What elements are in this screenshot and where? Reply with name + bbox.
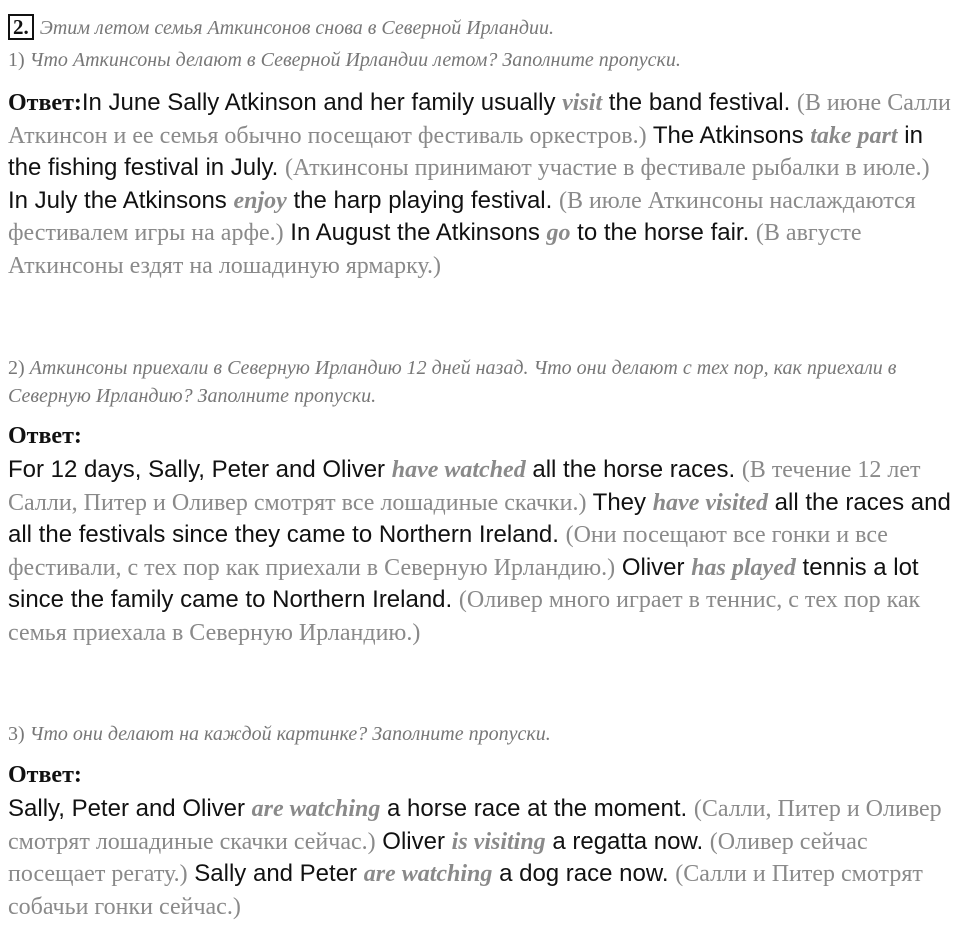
answer-highlight: go [546, 220, 571, 247]
answer-2 [8, 454, 953, 650]
answer-text: to the horse fair. [570, 219, 756, 247]
answer-text: all the races and all the festivals since they came to Northern Ireland. [8, 488, 951, 549]
answer-2-body [8, 456, 951, 646]
answer-3 [8, 793, 953, 923]
question-1 [8, 46, 681, 74]
answer-3-body [8, 795, 942, 920]
answer-text: The Atkinsons [646, 121, 811, 149]
answer-text: For 12 days, Sally, Peter and Oliver [8, 456, 392, 483]
question-3-text: Что они делают на каждой картинке? Заполните пропуски. [29, 723, 551, 745]
answer-text: a horse race at the moment. [380, 795, 694, 822]
answer-text: They [586, 488, 653, 516]
answer-translation: (В июне Салли Аткинсон и ее семья обычно посещают фестиваль оркестров.) [8, 90, 951, 149]
answer-translation: (Салли, Питер и Оливер смотрят лошадиные скачки сейчас.) [8, 796, 942, 855]
answer-text: Sally and Peter [187, 860, 364, 888]
answer-translation: (В течение 12 лет Салли, Питер и Оливер смотрят все лошадиные скачки.) [8, 457, 921, 516]
answer-text: in the fishing festival in July. [8, 121, 923, 182]
answer-text: In June Sally Atkinson and her family usually [81, 89, 563, 116]
task-header [8, 14, 554, 40]
answer-translation: (В июле Аткинсоны наслаждаются фестивалем игры на арфе.) [8, 187, 916, 247]
question-2 [8, 354, 953, 410]
answer-1-body [8, 89, 951, 279]
answer-highlight: have watched [391, 457, 526, 483]
question-2-text: Аткинсоны приехали в Северную Ирландию 12 дней назад. Что они делают с тех пор, как приехали в Северную Ирландию? Заполните пропуски. [8, 357, 897, 407]
answer-1-label: Ответ: [8, 90, 82, 116]
answer-translation: (Оливер много играет в теннис, с тех пор как семья приехала в Северную Ирландию.) [8, 587, 921, 646]
answer-text: Oliver [615, 553, 692, 581]
answer-highlight: has played [691, 554, 796, 581]
answer-highlight: are watching [363, 861, 493, 888]
answer-text: a regatta now. [545, 827, 710, 855]
answer-text: the band festival. [602, 89, 797, 116]
answer-translation: (Оливер сейчас посещает регату.) [8, 828, 868, 888]
answer-2-label: Ответ: [8, 423, 82, 449]
answer-highlight: is visiting [451, 828, 546, 855]
answer-highlight: visit [562, 90, 603, 116]
answer-text: Sally, Peter and Oliver [8, 795, 252, 822]
question-3 [8, 720, 551, 748]
answer-text: In August the Atkinsons [283, 219, 547, 247]
answer-translation: (Аткинсоны принимают участие в фестивале рыбалки в июле.) [285, 155, 930, 182]
answer-text: all the horse races. [525, 456, 742, 483]
answer-highlight: are watching [251, 796, 381, 822]
answer-translation: (Салли и Питер смотрят собачьи гонки сейчас.) [8, 861, 923, 920]
answer-text: In July the Atkinsons [8, 186, 234, 214]
task-intro: Этим летом семья Аткинсонов снова в Северной Ирландии. [39, 17, 554, 39]
question-1-text: Что Аткинсоны делают в Северной Ирландии летом? Заполните пропуски. [29, 49, 681, 71]
answer-highlight: take part [810, 122, 898, 149]
question-3-prefix: 3) [8, 723, 25, 745]
answer-text: Oliver [375, 827, 452, 855]
answer-translation: (В августе Аткинсоны ездят на лошадиную ярмарку.) [8, 220, 862, 279]
answer-highlight: enjoy [233, 187, 287, 214]
question-2-prefix: 2) [8, 357, 25, 379]
task-number: 2. [8, 14, 34, 40]
answer-translation: (Они посещают все гонки и все фестивали, с тех пор как приехали в Северную Ирландию.) [8, 522, 888, 581]
answer-3-label: Ответ: [8, 762, 82, 788]
answer-text: the harp playing festival. [286, 186, 559, 214]
answer-text: a dog race now. [492, 860, 676, 888]
answer-1 [8, 87, 953, 283]
answer-text: tennis a lot since the family came to Northern Ireland. [8, 553, 919, 614]
question-1-prefix: 1) [8, 49, 25, 71]
answer-highlight: have visited [652, 489, 769, 516]
